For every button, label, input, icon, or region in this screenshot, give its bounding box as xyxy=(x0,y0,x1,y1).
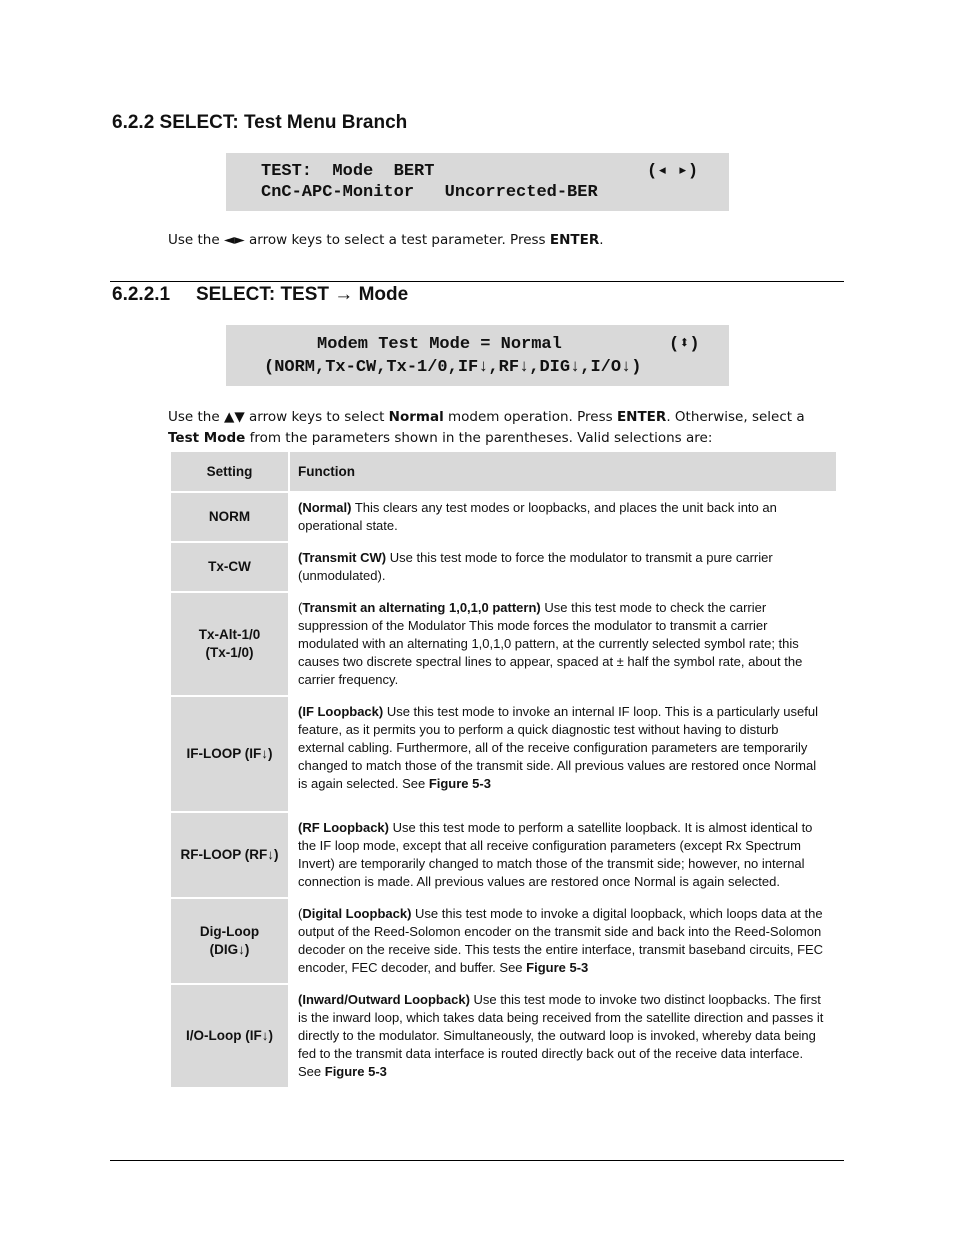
table-row xyxy=(171,543,836,591)
function-cell xyxy=(290,593,836,695)
setting-line-2: (DIG↓) xyxy=(209,942,250,957)
function-cell xyxy=(290,899,836,983)
function-lead: (Normal) xyxy=(298,500,352,515)
function-open-paren: ( xyxy=(298,906,303,921)
figure-reference: Figure 5-3 xyxy=(428,776,491,791)
function-text: Use this test mode to perform a satellite loopback. It is almost identical to the IF loop mode, except that all receive configuration parameters (except Rx Spectrum Invert) are temporarily changed to match those of the transmit side; however, no internal connection is made. All previous values are restored once Normal is again selected. xyxy=(298,820,813,889)
table-row xyxy=(171,697,836,811)
section-divider xyxy=(110,281,844,282)
instruction-end: . xyxy=(599,232,604,248)
para-bold-normal: Normal xyxy=(388,409,444,425)
header-function: Function xyxy=(290,452,836,491)
table-row xyxy=(171,493,836,541)
para-text: Use the ▲▼ arrow keys to select xyxy=(168,409,389,425)
function-lead: Digital Loopback) xyxy=(302,906,412,921)
function-cell xyxy=(290,813,836,897)
lcd-line-1: TEST: Mode BERT xyxy=(261,162,435,181)
setting-cell xyxy=(171,899,288,983)
lcd-line-2: (NORM,Tx-CW,Tx-1/0,IF↓,RF↓,DIG↓,I/O↓) xyxy=(264,358,642,377)
function-open-paren: ( xyxy=(298,600,303,615)
function-lead: (Inward/Outward Loopback) xyxy=(298,992,470,1007)
para-text: from the parameters shown in the parentheses. Valid selections are: xyxy=(245,430,713,446)
lcd-line-2: CnC-APC-Monitor Uncorrected-BER xyxy=(261,183,598,202)
function-text: Use this test mode to force the modulator to transmit a pure carrier (unmodulated). xyxy=(298,550,773,583)
function-cell xyxy=(290,493,836,541)
lcd-display-test xyxy=(226,153,729,211)
subsection-number: 6.2.2.1 xyxy=(112,284,171,305)
setting-cell: IF-LOOP (IF↓) xyxy=(171,697,288,811)
subsection-heading xyxy=(112,284,408,306)
lcd-line-1: Modem Test Mode = Normal xyxy=(317,335,562,354)
lcd-display-mode xyxy=(226,325,729,386)
function-text: Use this test mode to invoke two distinct loopbacks. The first is the inward loop, which takes data being received from the satellite direction and passes it directly to the modulator. Simultaneously, the outward loop is invoked, whereby data being fed to the transmit data interface is routed directly back out of the receive data interface. See xyxy=(298,992,824,1079)
function-lead: Transmit an alternating 1,0,1,0 pattern) xyxy=(302,600,541,615)
setting-line-1: Dig-Loop xyxy=(199,924,260,939)
header-setting: Setting xyxy=(171,452,288,491)
setting-cell: Tx-CW xyxy=(171,543,288,591)
instruction-text: Use the ◄► arrow keys to select a test parameter. Press xyxy=(168,232,550,248)
lcd-updown-arrows-icon: (⬍) xyxy=(669,335,700,354)
para-text: modem operation. Press xyxy=(443,409,617,425)
table-row xyxy=(171,899,836,983)
function-lead: (Transmit CW) xyxy=(298,550,387,565)
function-text: Use this test mode to invoke a digital loopback, which loops data at the output of the Reed-Solomon encoder on the transmit side and back into the Reed-Solomon decoder on the receive side. This tests the entire interface, transmit baseband circuits, FEC encoder, FEC decoder, and buffer. See xyxy=(298,906,824,975)
enter-key-label: ENTER xyxy=(549,232,600,248)
setting-cell: I/O-Loop (IF↓) xyxy=(171,985,288,1087)
footer-divider xyxy=(110,1160,844,1161)
figure-reference: Figure 5-3 xyxy=(526,960,589,975)
instruction-paragraph xyxy=(168,230,604,251)
function-lead: (IF Loopback) xyxy=(298,704,384,719)
function-cell xyxy=(290,985,836,1087)
lcd-nav-arrows-icon: (◂ ▸) xyxy=(647,162,699,181)
para-bold-enter: ENTER xyxy=(616,409,667,425)
function-cell xyxy=(290,697,836,811)
figure-reference: Figure 5-3 xyxy=(324,1064,387,1079)
test-mode-table xyxy=(169,450,838,1089)
function-text: Use this test mode to invoke an internal IF loop. This is a particularly useful feature, as it permits you to perform a quick diagnostic test without having to disturb external cabling. Furthermore, all of the receive configuration parameters are temporarily changed to match those of the transmit side. All previous values are restored once Normal is again selected. See xyxy=(298,704,818,791)
function-cell xyxy=(290,543,836,591)
table-row xyxy=(171,985,836,1087)
subsection-title: SELECT: TEST → Mode xyxy=(196,284,409,305)
setting-cell xyxy=(171,593,288,695)
table-header-row xyxy=(171,452,836,491)
setting-cell: RF-LOOP (RF↓) xyxy=(171,813,288,897)
mode-instruction-paragraph xyxy=(168,407,838,449)
para-text: . Otherwise, select a xyxy=(666,409,805,425)
function-text: Use this test mode to check the carrier suppression of the Modulator This mode forces the modulator to transmit a carrier modulated with an alternating 1,0,1,0 pattern, at the currently selected symbol rate; this causes two discrete spectral lines to appear, spaced at ± half the symbol rate, about the carrier frequency. xyxy=(298,600,803,687)
section-heading: 6.2.2 SELECT: Test Menu Branch xyxy=(112,112,408,133)
setting-line-2: (Tx-1/0) xyxy=(205,645,254,660)
setting-line-1: Tx-Alt-1/0 xyxy=(198,627,261,642)
function-lead: (RF Loopback) xyxy=(298,820,389,835)
function-text: This clears any test modes or loopbacks, and places the unit back into an operational state. xyxy=(298,500,777,533)
table-row xyxy=(171,593,836,695)
table-row xyxy=(171,813,836,897)
para-bold-test-mode: Test Mode xyxy=(168,430,246,446)
setting-cell: NORM xyxy=(171,493,288,541)
